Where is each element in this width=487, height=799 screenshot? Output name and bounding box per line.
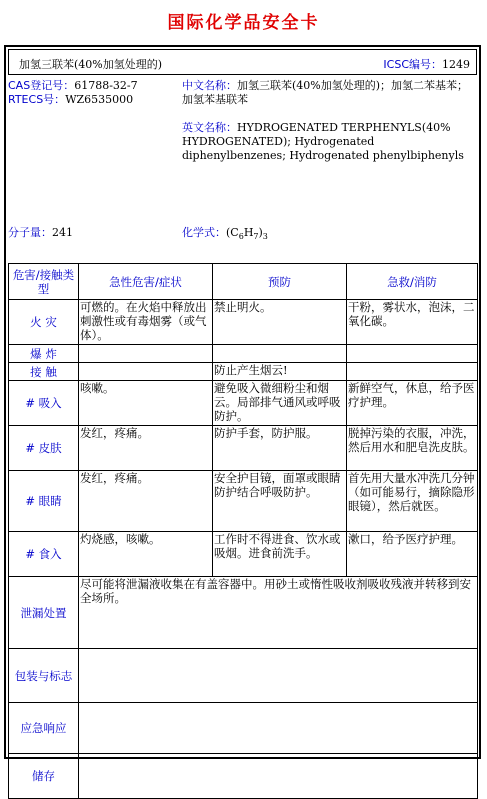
hazard-row	[9, 426, 478, 471]
cas-line	[8, 79, 176, 93]
formula-value: $(C_6H_7)_3$	[226, 226, 268, 242]
header-first-aid: 急救/消防	[347, 264, 478, 300]
registry-numbers	[8, 79, 176, 107]
section-row	[9, 577, 478, 649]
prevention-cell	[213, 345, 347, 363]
section-category: 泄漏处置	[9, 577, 79, 649]
section-category: 储存	[9, 754, 79, 799]
first-aid-cell: 脱掉污染的衣服，冲洗，然后用水和肥皂洗皮肤。	[347, 426, 478, 471]
cas-value: 61788-32-7	[74, 79, 138, 92]
mw-value: 241	[52, 226, 73, 239]
first-aid-cell	[347, 345, 478, 363]
en-name-line	[182, 121, 474, 163]
hazard-row	[9, 345, 478, 363]
hazard-row	[9, 381, 478, 426]
card-header	[8, 49, 477, 75]
hazard-category: 接 触	[9, 363, 79, 381]
symptom-cell: 灼烧感，咳嗽。	[79, 532, 213, 577]
symptom-cell: 可燃的。在火焰中释放出刺激性或有毒烟雾（或气体）。	[79, 300, 213, 345]
en-name-value: HYDROGENATED TERPHENYLS(40% HYDROGENATED); Hydrogenated diphenylbenzenes; Hydrogenated phenylbiphenyls	[182, 121, 464, 162]
molecular-weight	[8, 226, 73, 240]
en-name-label: 英文名称：	[182, 121, 237, 134]
icsc-number	[383, 56, 470, 72]
section-category: 应急响应	[9, 703, 79, 754]
section-text: 尽可能将泄漏液收集在有盖容器中。用砂土或惰性吸收剂吸收残液并转移到安全场所。	[79, 577, 478, 649]
symptom-cell: 咳嗽。	[79, 381, 213, 426]
hazard-table	[8, 263, 478, 799]
section-row	[9, 703, 478, 754]
section-text	[79, 649, 478, 703]
cn-name-value: 加氢三联苯(40%加氢处理的)；加氢二苯基苯；加氢苯基联苯	[182, 79, 469, 106]
table-header-row	[9, 264, 478, 300]
first-aid-cell: 干粉，雾状水，泡沫，二氧化碳。	[347, 300, 478, 345]
prevention-cell: 工作时不得进食、饮水或吸烟。进食前洗手。	[213, 532, 347, 577]
formula-label: 化学式：	[182, 226, 226, 239]
hazard-category: # 皮肤	[9, 426, 79, 471]
rtecs-value: WZ6535000	[65, 93, 134, 106]
icsc-label: ICSC编号：	[383, 58, 442, 71]
prevention-cell: 防止产生烟云!	[213, 363, 347, 381]
cn-name-line	[182, 79, 474, 107]
section-category: 包装与标志	[9, 649, 79, 703]
hazard-row	[9, 300, 478, 345]
hazard-row	[9, 363, 478, 381]
rtecs-label: RTECS号：	[8, 93, 66, 106]
first-aid-cell: 新鲜空气，休息，给予医疗护理。	[347, 381, 478, 426]
section-text	[79, 754, 478, 799]
hazard-category: 火 灾	[9, 300, 79, 345]
rtecs-line	[8, 93, 176, 107]
prevention-cell: 安全护目镜，面罩或眼睛防护结合呼吸防护。	[213, 471, 347, 532]
symptom-cell: 发红，疼痛。	[79, 426, 213, 471]
symptom-cell	[79, 345, 213, 363]
first-aid-cell: 首先用大量水冲洗几分钟（如可能易行，摘除隐形眼镜），然后就医。	[347, 471, 478, 532]
names-block	[182, 79, 474, 163]
cas-label: CAS登记号：	[8, 79, 75, 92]
safety-card	[4, 45, 481, 783]
hazard-row	[9, 471, 478, 532]
prevention-cell: 避免吸入微细粉尘和烟云。局部排气通风或呼吸防护。	[213, 381, 347, 426]
hazard-category: # 食入	[9, 532, 79, 577]
first-aid-cell	[347, 363, 478, 381]
icsc-value: 1249	[442, 58, 470, 71]
hazard-category: # 吸入	[9, 381, 79, 426]
first-aid-cell: 漱口，给予医疗护理。	[347, 532, 478, 577]
symptom-cell: 发红，疼痛。	[79, 471, 213, 532]
hazard-category: # 眼睛	[9, 471, 79, 532]
section-row	[9, 649, 478, 703]
identity-section	[8, 77, 477, 262]
symptom-cell	[79, 363, 213, 381]
prevention-cell: 防护手套，防护服。	[213, 426, 347, 471]
header-hazard-type: 危害/接触类型	[9, 264, 79, 300]
section-row	[9, 754, 478, 799]
hazard-row	[9, 532, 478, 577]
cn-name-label: 中文名称：	[182, 79, 237, 92]
hazard-category: 爆 炸	[9, 345, 79, 363]
substance-name: 加氢三联苯(40%加氢处理的)	[19, 58, 163, 71]
mw-label: 分子量：	[8, 226, 52, 239]
section-text	[79, 703, 478, 754]
header-acute-symptom: 急性危害/症状	[79, 264, 213, 300]
prevention-cell: 禁止明火。	[213, 300, 347, 345]
page-title: 国际化学品安全卡	[167, 13, 320, 33]
header-prevention: 预防	[213, 264, 347, 300]
chemical-formula	[182, 226, 268, 244]
